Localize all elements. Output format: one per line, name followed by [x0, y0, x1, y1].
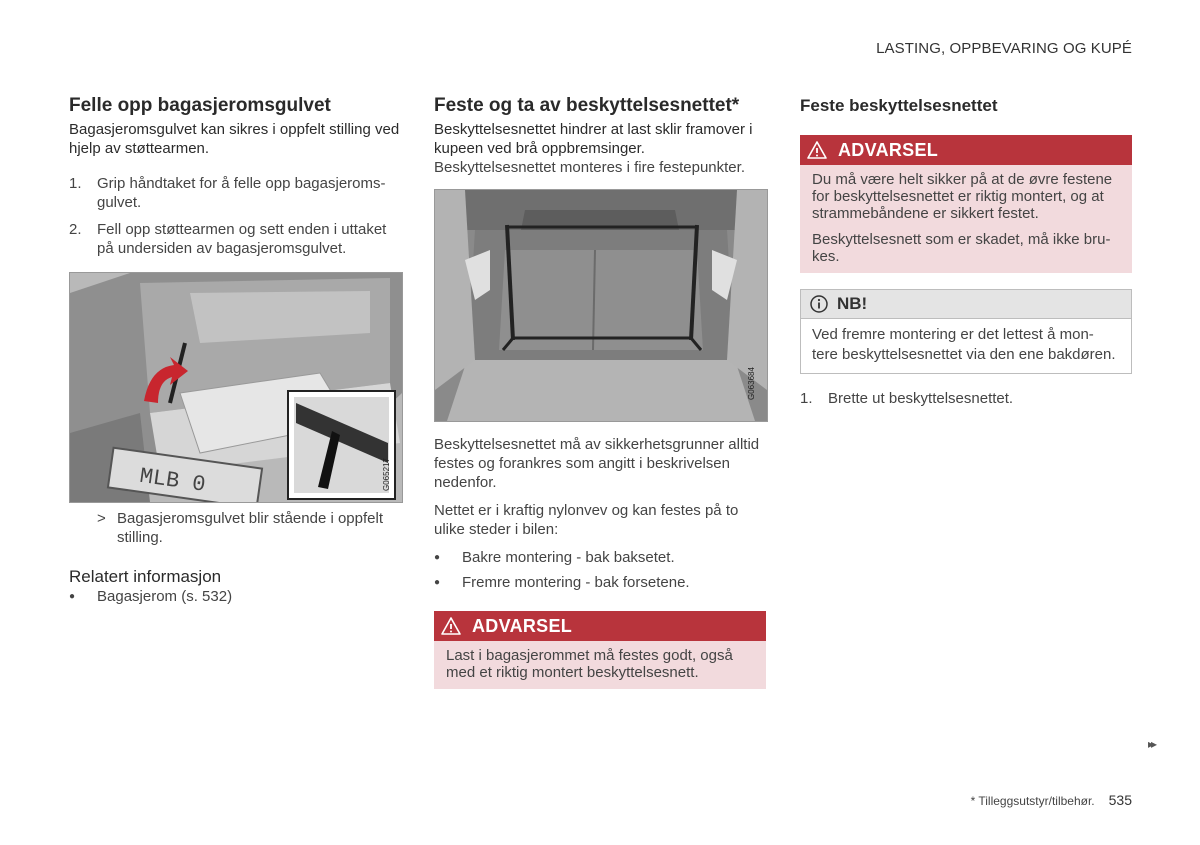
warning-box-net — [434, 611, 766, 689]
para-line: festes og forankres som angitt i beskrivelsen — [434, 455, 730, 472]
warning-text — [446, 647, 754, 681]
para-line: Nettet er i kraftig nylonvev og kan festes på to — [434, 502, 739, 519]
step-text-line: på undersiden av bagasjeromsgulvet. — [97, 240, 347, 257]
heading-fold-floor: Felle opp bagasjeromsgulvet — [69, 95, 331, 116]
related-list — [69, 587, 403, 606]
bullet-text: Fremre montering - bak forsetene. — [462, 574, 690, 591]
step-number: 2. — [69, 221, 82, 238]
heading-net: Feste og ta av beskyttelsesnettet* — [434, 95, 740, 116]
warning-line: Beskyttelsesnett som er skadet, må ikke bru- — [812, 231, 1111, 248]
related-heading: Relatert informasjon — [69, 567, 222, 586]
warning-triangle-icon — [806, 140, 828, 160]
trunk-floor-illustration — [70, 273, 402, 502]
para-line: Beskyttelsesnettet må av sikkerhetsgrunner alltid — [434, 436, 760, 453]
warning-line: Last i bagasjerommet må festes godt, også — [446, 647, 733, 664]
warning-header — [434, 611, 766, 641]
list-item — [434, 573, 768, 592]
para-safety — [434, 435, 768, 492]
warning-body — [434, 641, 766, 689]
info-circle-icon — [809, 294, 829, 314]
list-item — [69, 174, 403, 212]
result-line: stilling. — [117, 529, 163, 546]
warning-line: strammebåndene er sikkert festet. — [812, 205, 1039, 222]
warning-line: med et riktig montert beskyttelsesnett. — [446, 664, 699, 681]
figure-trunk-floor — [69, 272, 403, 503]
footnote-text: * Tilleggsutstyr/tilbehør. — [970, 794, 1095, 808]
step-text-line: gulvet. — [97, 194, 142, 211]
intro-net-2: Beskyttelsesnettet monteres i fire festepunkter. — [434, 159, 745, 176]
continue-marker: ▸▸ — [1148, 737, 1155, 751]
intro-fold-floor: Bagasjeromsgulvet kan sikres i oppfelt stilling ved hjelp av støttearmen. — [69, 121, 400, 157]
step-number: 1. — [800, 390, 813, 407]
bullet-text: Bakre montering - bak baksetet. — [462, 549, 675, 566]
note-box — [800, 289, 1132, 374]
mount-options-list — [434, 548, 768, 592]
column-attach-net — [800, 95, 1132, 408]
list-item — [434, 548, 768, 567]
warning-header — [800, 135, 1132, 165]
para-material — [434, 501, 768, 539]
warning-text — [812, 171, 1120, 222]
figure-net — [434, 189, 768, 422]
result-line: Bagasjeromsgulvet blir stående i oppfelt — [117, 510, 383, 527]
intro-line: Beskyttelsesnettet hindrer at last sklir framover i — [434, 121, 753, 138]
warning-line: Du må være helt sikker på at de øvre festene — [812, 171, 1113, 188]
related-link[interactable]: Bagasjerom (s. 532) — [97, 588, 233, 605]
note-line: Ved fremre montering er det lettest å mon- — [812, 326, 1094, 343]
page-number: 535 — [1108, 792, 1132, 808]
warning-text — [812, 231, 1120, 265]
warning-title: ADVARSEL — [472, 615, 573, 636]
para-line: ulike steder i bilen: — [434, 521, 559, 538]
result-marker: > — [97, 510, 106, 527]
note-header — [801, 290, 1131, 319]
list-item[interactable] — [69, 587, 403, 606]
warning-body — [800, 165, 1132, 273]
footer — [971, 792, 1132, 808]
step-text-line: Grip håndtaket for å felle opp bagasjeroms- — [97, 175, 386, 192]
warning-triangle-icon — [440, 616, 462, 636]
bullet-icon: ● — [434, 577, 441, 588]
list-item — [800, 389, 1132, 408]
warning-box-attach — [800, 135, 1132, 273]
steps-attach-net — [800, 389, 1132, 408]
note-title: NB! — [837, 294, 868, 313]
note-text — [812, 325, 1120, 365]
figure-code: G065217 — [382, 458, 391, 491]
note-body — [801, 319, 1131, 373]
section-header: LASTING, OPPBEVARING OG KUPÉ — [876, 40, 1132, 57]
svg-text:MLB 0: MLB 0 — [138, 463, 207, 498]
cargo-net-illustration — [435, 190, 767, 421]
step-text-line: Fell opp støttearmen og sett enden i uttaket — [97, 221, 387, 238]
intro-net — [434, 120, 768, 158]
warning-line: kes. — [812, 248, 840, 265]
warning-title: ADVARSEL — [838, 139, 939, 160]
column-floor — [69, 95, 403, 606]
bullet-icon: ● — [69, 591, 76, 602]
result-text — [69, 509, 403, 547]
figure-code: G063684 — [747, 367, 756, 400]
heading-attach-net: Feste beskyttelsesnettet — [800, 96, 998, 115]
warning-line: for beskyttelsesnettet er riktig montert, og at — [812, 188, 1104, 205]
bullet-icon: ● — [434, 552, 441, 563]
step-number: 1. — [69, 175, 82, 192]
step-text: Brette ut beskyttelsesnettet. — [828, 390, 1014, 407]
column-net — [434, 95, 768, 689]
list-item — [69, 220, 403, 258]
steps-fold-floor — [69, 174, 403, 258]
para-line: nedenfor. — [434, 474, 497, 491]
intro-line: kupeen ved brå oppbremsinger. — [434, 140, 645, 157]
note-line: tere beskyttelsesnettet via den ene bakdøren. — [812, 346, 1116, 363]
